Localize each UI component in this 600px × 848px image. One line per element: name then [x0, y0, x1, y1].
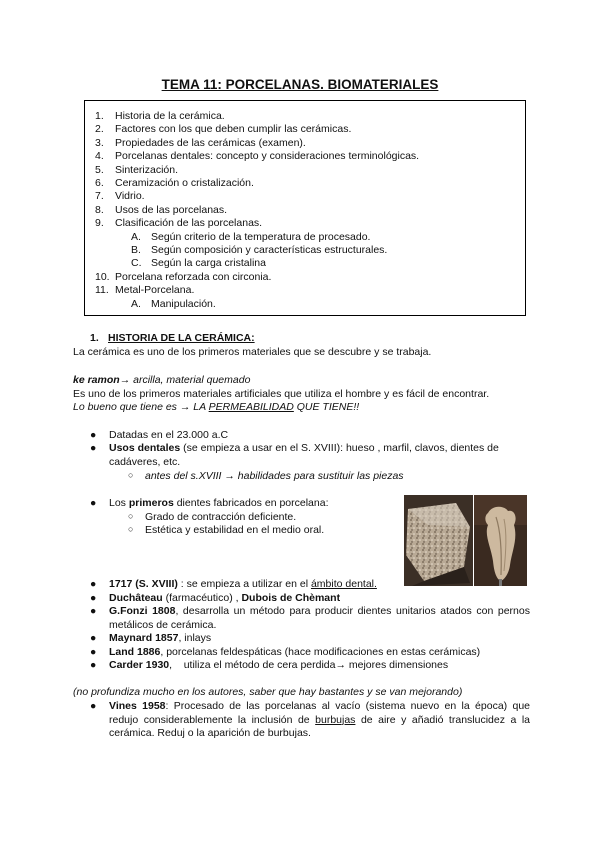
sub-list-item-text: Estética y estabilidad en el medio oral. [145, 524, 325, 536]
bullet-dot: ● [90, 578, 97, 590]
keramon-word: ke ramon [73, 374, 120, 386]
bullet-dot: ● [90, 605, 97, 617]
sub-list-item-text: antes del s.XVIII → habilidades para sustituir las piezas [145, 470, 404, 482]
toc-item-number: 5. [95, 163, 104, 176]
toc-item-number: 7. [95, 190, 104, 203]
list-item-bold: 1717 [109, 578, 133, 590]
list-item-bold: Vines 1958 [109, 700, 166, 712]
bullet-dot: ● [90, 429, 97, 441]
toc-item [95, 284, 525, 297]
list-item [90, 646, 530, 660]
list-item-rest: , porcelanas feldespáticas (hace modificaciones en estas cerámicas) [160, 646, 481, 658]
toc-item-label: Usos de las porcelanas. [115, 203, 228, 216]
note-text: (no profundiza mucho en los autores, saber que hay bastantes y se van mejorando) [73, 686, 463, 698]
toc-item-number: 11. [95, 284, 109, 297]
list-item-underlined: ámbito dental. [310, 578, 377, 590]
list-item-text [109, 700, 530, 741]
list-item-text [109, 605, 530, 632]
toc-subitem-letter: C. [131, 257, 142, 270]
toc-item [95, 164, 525, 177]
list-item [90, 592, 530, 606]
bullet-dot: ● [90, 646, 97, 658]
list-item-rest: de aire y añadió translucidez a la cerámica. Reduj o la aparición de burbujas. [109, 713, 530, 739]
intro-text: La cerámica es uno de los primeros materiales que se descubre y se trabaja. [73, 346, 432, 358]
list-item-rest: (farmacéutico) , [162, 592, 242, 604]
list-item [90, 659, 530, 673]
toc-item-label: Porcelana reforzada con circonia. [115, 270, 272, 283]
toc-subitem-label: Según criterio de la temperatura de procesado. [151, 230, 371, 243]
permeability-line [73, 401, 359, 413]
toc-item-number: 4. [95, 150, 104, 163]
toc-item [95, 204, 525, 217]
toc-item-number: 3. [95, 136, 104, 149]
bullet-dot: ● [90, 497, 97, 509]
toc-subitem [95, 298, 525, 311]
list-item [90, 578, 530, 592]
list-item-underlined: burbujas [315, 713, 356, 726]
keramon-meaning: → arcilla, material quemado [119, 374, 251, 386]
list-item-rest: : se empieza a utilizar en el [177, 578, 311, 590]
toc-item-label: Vidrio. [115, 190, 145, 203]
toc-item-label: Historia de la cerámica. [115, 110, 225, 122]
bullet-dot: ● [90, 592, 97, 604]
toc-item [95, 150, 525, 163]
toc-item-label: Propiedades de las cerámicas (examen). [115, 136, 306, 149]
list-item-bold: Maynard 1857 [109, 632, 179, 644]
list-item-bold: G.Fonzi 1808 [109, 605, 176, 617]
list-item-bold: Dubois de Chèmant [241, 592, 341, 604]
list-item-bold: Land 1886 [109, 646, 161, 658]
toc-subitem-letter: B. [131, 244, 141, 257]
list-item-text [109, 592, 530, 606]
toc-item-number: 6. [95, 177, 104, 190]
toc-item-label: Porcelanas dentales: concepto y consideraciones terminológicas. [115, 150, 420, 163]
bullet-circle: ○ [128, 470, 134, 480]
list-item [90, 442, 530, 469]
list-item-bold: (S. XVIII) [132, 578, 178, 590]
list-item-rest: dientes fabricados en porcelana: [173, 497, 329, 509]
page-title: TEMA 11: PORCELANAS. BIOMATERIALES [161, 77, 439, 92]
bullet-dot: ● [90, 442, 97, 454]
list-item-rest: : Procesado de las porcelanas al vacío (sistema nuevo en la época) que redujo considerablemente la inclusión de [109, 700, 530, 726]
list-item-rest: (se empieza a usar en el S. XVIII): hueso , marfil, clavos, dientes de cadáveres, etc. [109, 442, 499, 468]
carved-tooth-photo [474, 495, 527, 586]
toc-item-label: Factores con los que deben cumplir las cerámicas. [115, 123, 352, 136]
toc-item [95, 271, 525, 284]
keramon-line [73, 374, 250, 386]
list-item-rest: , inlays [178, 632, 212, 644]
list-item-text [109, 646, 530, 660]
toc-item-number: 10. [95, 270, 110, 283]
toc-subitem-label: Según la carga cristalina [151, 257, 266, 270]
list-item-text: Datadas en el 23.000 a.C [109, 429, 229, 441]
paragraph-line: Es uno de los primeros materiales artificiales que utiliza el hombre y es fácil de encontrar. [73, 388, 490, 400]
toc-item-label: Sinterización. [115, 163, 179, 176]
toc-item-number: 1. [95, 110, 104, 122]
toc-item-number: 9. [95, 217, 104, 230]
list-item-text [109, 632, 530, 646]
permeability-suffix: QUE TIENE!! [293, 401, 360, 413]
sub-list-item [128, 511, 388, 525]
sub-list-item [128, 524, 388, 538]
toc-list [95, 110, 525, 311]
section-title: HISTORIA DE LA CERÁMICA: [108, 332, 255, 344]
bullet-dot: ● [90, 659, 97, 671]
toc-item [95, 137, 525, 150]
toc-item [95, 190, 525, 203]
toc-subitem [95, 231, 525, 244]
bullet-dot: ● [90, 700, 97, 712]
toc-subitem [95, 244, 525, 257]
section-heading [90, 332, 255, 344]
toc-item-label: Clasificación de las porcelanas. [115, 217, 263, 230]
permeability-prefix: Lo bueno que tiene es → LA [73, 401, 209, 413]
list-item [90, 632, 530, 646]
list-item [90, 605, 530, 632]
ceramic-fragment-photo [404, 495, 473, 586]
toc-item [95, 123, 525, 136]
sub-list-item-text: Grado de contracción deficiente. [145, 511, 297, 523]
toc-item [95, 110, 525, 123]
list-item [90, 700, 530, 741]
list-item-prefix: Los [109, 497, 129, 509]
list-item-bold: Duchâteau [109, 592, 163, 604]
bullet-circle: ○ [128, 524, 134, 534]
toc-item-number: 2. [95, 123, 104, 136]
list-item-rest: , utiliza el método de cera perdida→ mejores dimensiones [169, 659, 449, 671]
list-item-text [109, 497, 390, 511]
toc-subitem-label: Manipulación. [151, 297, 216, 310]
sub-list-item [128, 470, 528, 484]
list-item [90, 429, 530, 443]
bullet-dot: ● [90, 632, 97, 644]
toc-item-label: Ceramización o cristalización. [115, 177, 254, 190]
list-item-text [109, 578, 530, 592]
list-item-bold: Usos dentales [109, 442, 181, 454]
toc-item [95, 217, 525, 230]
toc-subitem [95, 257, 525, 270]
toc-subitem-label: Según composición y características estructurales. [151, 244, 388, 257]
table-of-contents [84, 100, 526, 316]
toc-item-number: 8. [95, 203, 104, 216]
toc-item-label: Metal-Porcelana. [115, 284, 195, 297]
permeability-word: PERMEABILIDAD [208, 401, 294, 413]
section-number: 1. [90, 332, 99, 344]
bullet-circle: ○ [128, 511, 134, 521]
list-item-text [109, 442, 530, 469]
list-item-bold: Carder 1930 [109, 659, 170, 671]
list-item [90, 497, 390, 511]
list-item-rest: , desarrolla un método para producir dientes unitarios atados con pernos metálicos de cerámica. [109, 605, 530, 631]
list-item-text [109, 659, 530, 673]
toc-subitem-letter: A. [131, 297, 141, 310]
toc-subitem-letter: A. [131, 230, 141, 243]
toc-item [95, 177, 525, 190]
list-item-bold: primeros [128, 497, 174, 509]
